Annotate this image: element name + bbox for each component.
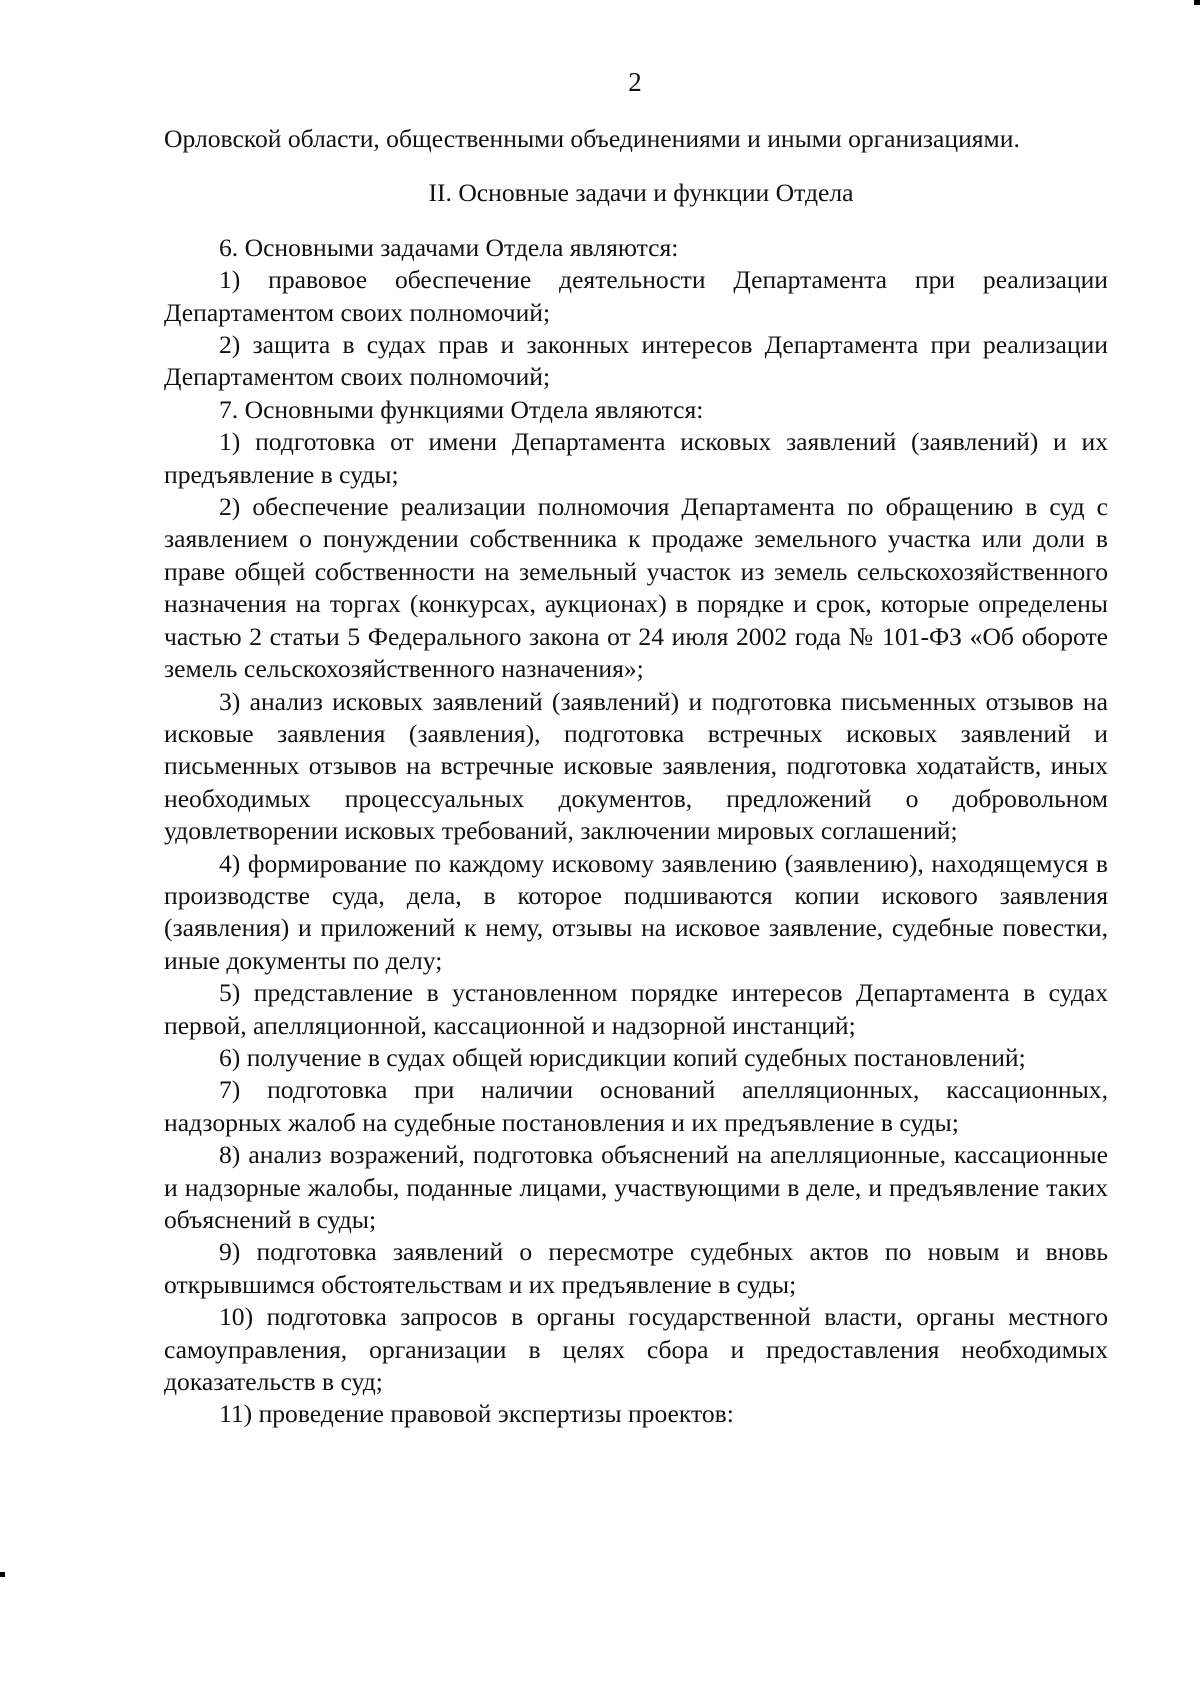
scan-edge-mark [0, 1572, 5, 1577]
paragraph: 4) формирование по каждому исковому заявлению (заявлению), находящемуся в производстве суда, дела, в которое подшиваются копии искового заявления (заявления) и приложений к нему, отзывы на исковое заявление, судебные повестки, иные документы по делу; [164, 848, 1108, 975]
paragraph: 2) защита в судах прав и законных интересов Департамента при реализации Департаментом своих полномочий; [164, 330, 1108, 392]
scan-edge-mark [1194, 0, 1200, 5]
paragraph: 7) подготовка при наличии оснований апелляционных, кассационных, надзорных жалоб на судебные постановления и их предъявление в суды; [164, 1075, 1108, 1137]
paragraph: 7. Основными функциями Отдела являются: [219, 394, 704, 424]
document-body [164, 123, 1108, 1431]
paragraph: 10) подготовка запросов в органы государственной власти, органы местного самоуправления, организации в целях сбора и предоставления необходимых доказательств в суд; [164, 1302, 1108, 1397]
section-heading: II. Основные задачи и функции Отдела [428, 178, 854, 208]
intro-paragraph: Орловской области, общественными объединениями и иными организациями. [164, 124, 1020, 153]
paragraph: 6) получение в судах общей юрисдикции копий судебных постановлений; [219, 1042, 1026, 1072]
paragraph: 3) анализ исковых заявлений (заявлений) и подготовка письменных отзывов на исковые заявления (заявления), подготовка встречных исковых заявлений и письменных отзывов на встречные исковые заявления, подготовка ходатайств, иных необходимых процессуальных документов, предложений о добровольном удовлетворении исковых требований, заключении мировых соглашений; [164, 686, 1108, 846]
paragraph: 6. Основными задачами Отдела являются: [219, 232, 679, 262]
paragraph: 2) обеспечение реализации полномочия Департамента по обращению в суд с заявлением о понуждении собственника к продаже земельного участка или доли в праве общей собственности на земельный участок из земель сельскохозяйственного назначения на торгах (конкурсах, аукционах) в порядке и срок, которые определены частью 2 статьи 5 Федерального закона от 24 июля 2002 года № 101-ФЗ «Об обороте земель сельскохозяйственного назначения»; [164, 492, 1108, 684]
page-number: 2 [628, 67, 642, 97]
paragraph: 11) проведение правовой экспертизы проектов: [219, 1399, 734, 1429]
paragraph: 1) правовое обеспечение деятельности Департамента при реализации Департаментом своих полномочий; [164, 265, 1108, 327]
paragraph: 1) подготовка от имени Департамента исковых заявлений (заявлений) и их предъявление в суды; [164, 427, 1108, 489]
paragraph: 5) представление в установленном порядке интересов Департамента в судах первой, апелляционной, кассационной и надзорной инстанций; [164, 978, 1108, 1040]
paragraph: 8) анализ возражений, подготовка объяснений на апелляционные, кассационные и надзорные жалобы, поданные лицами, участвующими в деле, и предъявление таких объяснений в суды; [164, 1140, 1108, 1234]
paragraph: 9) подготовка заявлений о пересмотре судебных актов по новым и вновь открывшимся обстоятельствам и их предъявление в суды; [164, 1237, 1108, 1299]
